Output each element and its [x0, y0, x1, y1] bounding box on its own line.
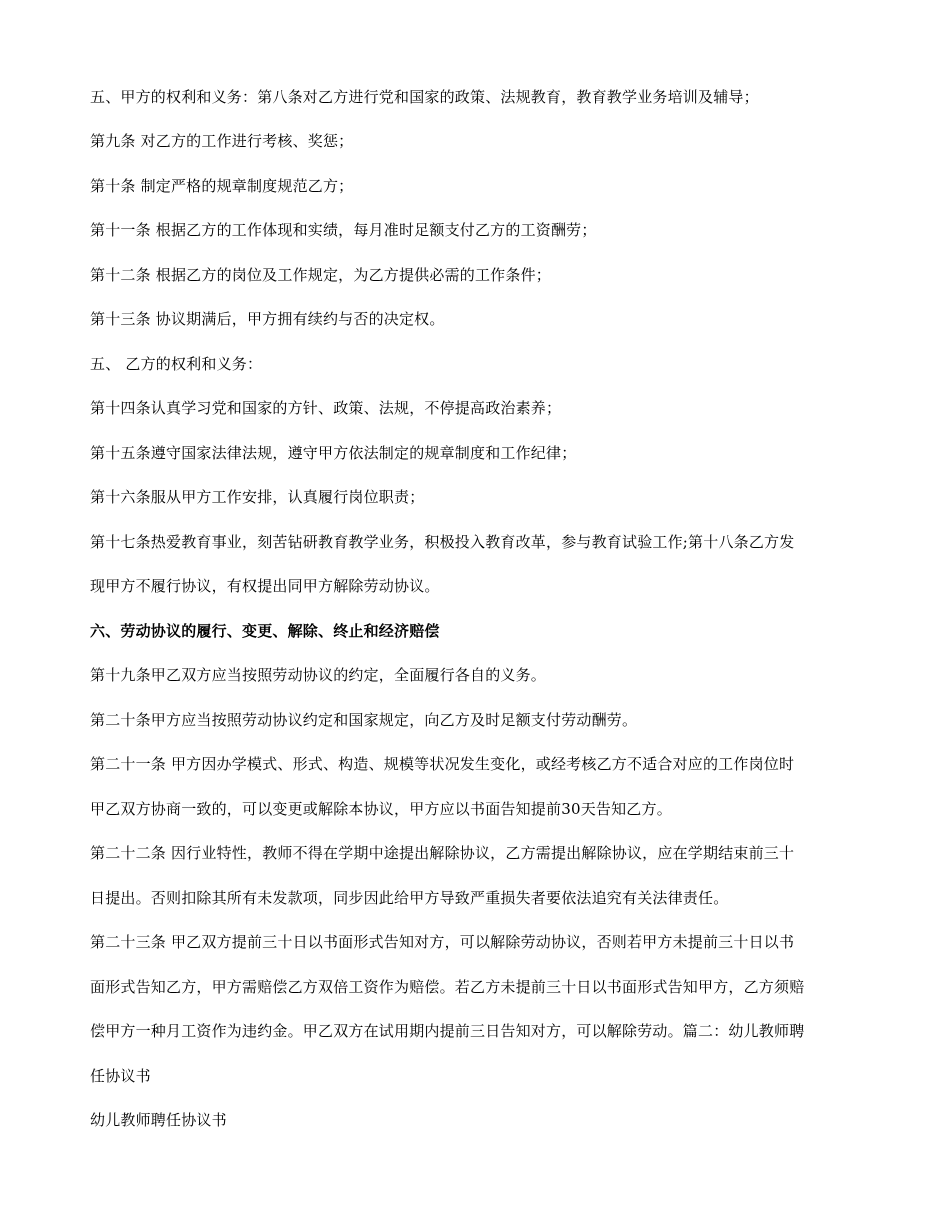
clause-20: 第二十条甲方应当按照劳动协议约定和国家规定，向乙方及时足额支付劳动酬劳。 — [90, 711, 638, 729]
clause-16: 第十六条服从甲方工作安排，认真履行岗位职责； — [90, 488, 425, 506]
clause-14: 第十四条认真学习党和国家的方针、政策、法规，不停提高政治素养； — [90, 399, 562, 417]
clause-22-line-2: 日提出。否则扣除其所有未发款项，同步因此给甲方导致严重损失者要依法追究有关法律责任。 — [90, 889, 729, 907]
clause-23-line-3: 偿甲方一种月工资作为违约金。甲乙双方在试用期内提前三日告知对方，可以解除劳动。篇二：幼儿教师聘 — [90, 1022, 805, 1040]
document-title: 幼儿教师聘任协议书 — [90, 1111, 227, 1129]
clause-23-line-4: 任协议书 — [90, 1067, 151, 1085]
clause-11: 第十一条 根据乙方的工作体现和实绩，每月准时足额支付乙方的工资酬劳； — [90, 221, 597, 239]
clause-19: 第十九条甲乙双方应当按照劳动协议的约定，全面履行各自的义务。 — [90, 666, 547, 684]
clause-23-line-2: 面形式告知乙方，甲方需赔偿乙方双倍工资作为赔偿。若乙方未提前三十日以书面形式告知甲方，乙方须赔 — [90, 978, 805, 996]
clause-21-line-2: 甲乙双方协商一致的，可以变更或解除本协议，甲方应以书面告知提前30天告知乙方。 — [90, 800, 672, 818]
clause-22-line-1: 第二十二条 因行业特性，教师不得在学期中途提出解除协议，乙方需提出解除协议，应在学期结束前三十 — [90, 844, 795, 862]
clause-23-line-1: 第二十三条 甲乙双方提前三十日以书面形式告知对方，可以解除劳动协议，否则若甲方未提前三十日以书 — [90, 933, 795, 951]
clause-21-line-1: 第二十一条 甲方因办学模式、形式、构造、规模等状况发生变化，或经考核乙方不适合对应的工作岗位时 — [90, 755, 795, 773]
clause-10: 第十条 制定严格的规章制度规范乙方； — [90, 177, 354, 195]
clause-15: 第十五条遵守国家法律法规，遵守甲方依法制定的规章制度和工作纪律； — [90, 444, 577, 462]
clause-12: 第十二条 根据乙方的岗位及工作规定，为乙方提供必需的工作条件； — [90, 266, 551, 284]
clause-five-party-a-heading: 五、甲方的权利和义务：第八条对乙方进行党和国家的政策、法规教育，教育教学业务培训及辅导； — [90, 88, 759, 106]
section-five-party-b-heading: 五、 乙方的权利和义务： — [90, 355, 263, 373]
section-six-heading: 六、劳动协议的履行、变更、解除、终止和经济赔偿 — [90, 622, 440, 640]
clause-17-line-2: 现甲方不履行协议，有权提出同甲方解除劳动协议。 — [90, 577, 440, 595]
clause-17-line-1: 第十七条热爱教育事业，刻苦钻研教育教学业务，积极投入教育改革，参与教育试验工作;第十八条乙方发 — [90, 533, 795, 551]
clause-13: 第十三条 协议期满后，甲方拥有续约与否的决定权。 — [90, 310, 445, 328]
clause-9: 第九条 对乙方的工作进行考核、奖惩； — [90, 132, 354, 150]
